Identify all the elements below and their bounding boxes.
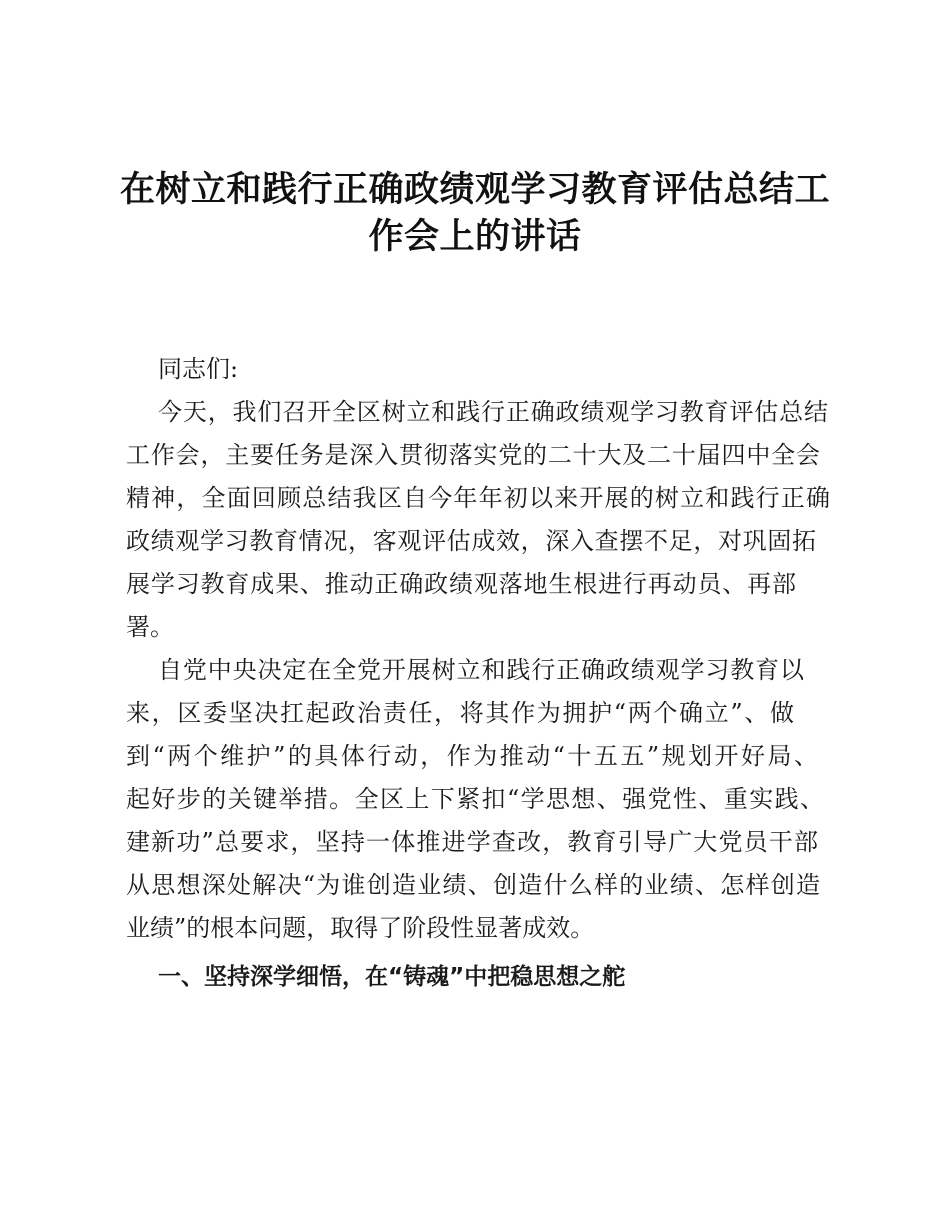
paragraph-1-line-4: 政绩观学习教育情况，客观评估成效，深入查摆不足，对巩固拓 (126, 527, 816, 555)
paragraph-2-line-5: 建新功”总要求，坚持一体推进学查改，教育引导广大党员干部 (126, 828, 818, 856)
paragraph-2-line-2: 来，区委坚决扛起政治责任，将其作为拥护“两个确立”、做 (126, 699, 794, 727)
salutation: 同志们: (158, 355, 239, 383)
paragraph-2-line-6: 从思想深处解决“为谁创造业绩、创造什么样的业绩、怎样创造 (126, 871, 820, 899)
paragraph-1-line-6: 署。 (126, 613, 174, 641)
paragraph-1-line-2: 工作会，主要任务是深入贯彻落实党的二十大及二十届四中全会 (126, 441, 820, 469)
paragraph-2-line-1: 自党中央决定在全党开展树立和践行正确政绩观学习教育以 (158, 656, 804, 684)
document-title-line-2: 作会上的讲话 (368, 216, 582, 257)
paragraph-1-line-3: 精神，全面回顾总结我区自今年年初以来开展的树立和践行正确 (126, 484, 830, 512)
section-1-heading: 一、坚持深学细悟，在“铸魂”中把稳思想之舵 (158, 964, 626, 990)
paragraph-1-line-1: 今天，我们召开全区树立和践行正确政绩观学习教育评估总结 (158, 398, 828, 426)
paragraph-2-line-3: 到“两个维护”的具体行动，作为推动“十五五”规划开好局、 (126, 742, 818, 770)
paragraph-2-line-4: 起好步的关键举措。全区上下紧扣“学思想、强党性、重实践、 (126, 785, 824, 813)
paragraph-1-line-5: 展学习教育成果、推动正确政绩观落地生根进行再动员、再部 (126, 570, 796, 598)
document-title-line-1: 在树立和践行正确政绩观学习教育评估总结工 (120, 169, 831, 210)
paragraph-2-line-7: 业绩”的根本问题，取得了阶段性显著成效。 (126, 914, 595, 942)
